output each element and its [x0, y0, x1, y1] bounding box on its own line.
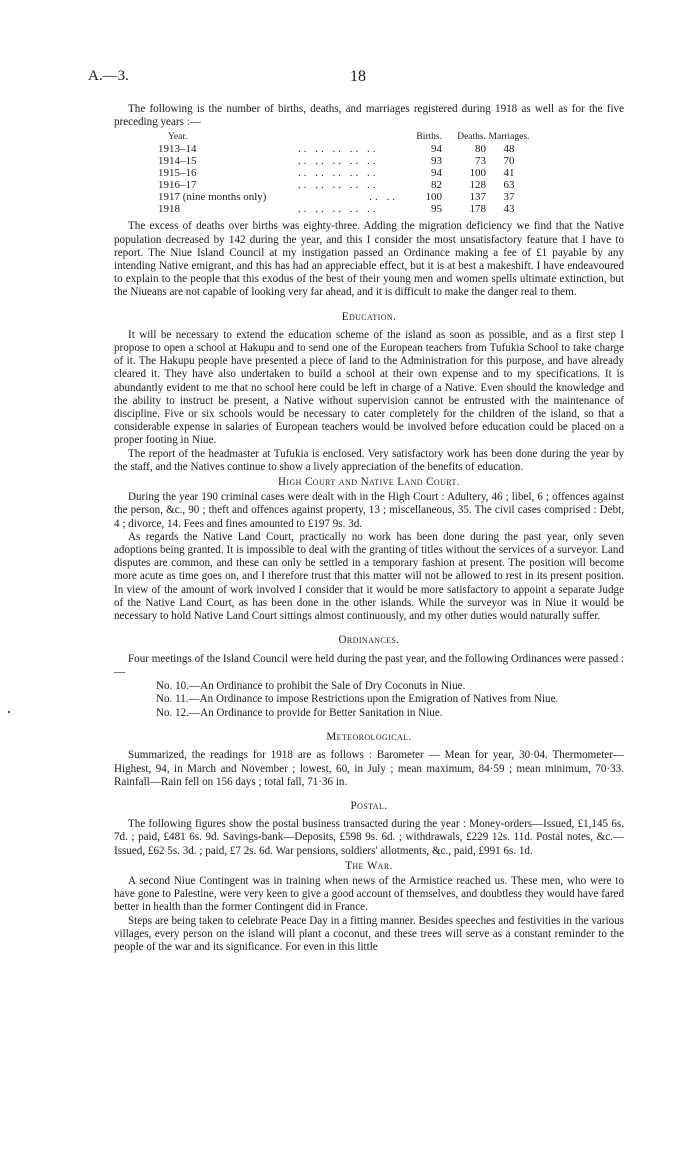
high-court-heading: High Court and Native Land Court.	[277, 476, 461, 489]
page-body	[114, 103, 624, 954]
war-paragraph: Steps are being taken to celebrate Peace Day in a fitting manner. Besides speeches and festivities in the various villages, every person on the island will plant a coconut, and these trees will serve as a constant reminder to the people of the war and its significance. For even in this little	[114, 914, 624, 953]
marriages-cell: 41	[503, 167, 515, 180]
year-cell: 1914–15	[158, 155, 197, 168]
leader-dots: .. ..	[369, 191, 398, 204]
deaths-cell: 100	[469, 167, 486, 180]
postal-paragraph: The following figures show the postal business transacted during the year : Money-orders—Issued, £1,145 6s. 7d. ; paid, £481 6s. 9d. Savings-bank—Deposits, £598 9s. 6d. ; withdrawals, £229 12s. 11d. Postal notes, &c.—Issued, £62 5s. 3d. ; paid, £7 2s. 6d. War pensions, soldiers' allotments, &c., paid, £991 6s. 1d.	[114, 818, 624, 857]
leader-dots: .. .. .. .. ..	[298, 155, 379, 168]
war-paragraph: A second Niue Contingent was in training when news of the Armistice reached us. These men, who were to have gone to Palestine, were very keen to give a good account of themselves, and doubtless they would have fared better in health than the former Contingent did in France.	[114, 874, 624, 914]
high-court-paragraph: During the year 190 criminal cases were dealt with in the High Court : Adultery, 46 ; libel, 6 ; offences against the person, &c., 90 ; theft and offences against property, 13 ; miscellaneous, 35. The civil cases comprised : Debt, 4 ; divorce, 14. Fees and fines amounted to £197 9s. 3d.	[114, 491, 624, 530]
deaths-cell: 137	[469, 191, 486, 204]
marriages-cell: 43	[503, 203, 515, 216]
births-cell: 95	[431, 203, 442, 216]
deaths-cell: 73	[475, 155, 486, 168]
births-column-header: Births.	[416, 132, 442, 143]
table-row	[158, 191, 532, 203]
leader-dots: .. .. .. .. ..	[298, 179, 379, 192]
marriages-cell: 70	[503, 155, 515, 168]
leader-dots: .. .. .. .. ..	[298, 167, 379, 180]
deaths-cell: 128	[469, 179, 486, 192]
deaths-cell: 80	[475, 143, 486, 156]
education-paragraph: The report of the headmaster at Tufukia is enclosed. Very satisfactory work has been done during the year by the staff, and the Natives continue to show a lively appreciation of the benefits of education.	[114, 447, 624, 473]
leader-dots: .. .. .. .. ..	[298, 203, 379, 216]
vital-statistics-table	[158, 131, 532, 215]
education-heading: Education.	[341, 310, 397, 323]
table-row	[158, 203, 532, 215]
spacer-column-header	[298, 131, 398, 143]
ordinances-paragraph: Four meetings of the Island Council were held during the past year, and the following Ordinances were passed :—	[114, 652, 624, 678]
year-cell: 1918	[158, 203, 180, 216]
table-row	[158, 155, 532, 167]
year-cell: 1915–16	[158, 167, 197, 180]
births-cell: 93	[431, 155, 442, 168]
document-reference: A.—3.	[88, 68, 129, 84]
year-cell: 1913–14	[158, 143, 197, 156]
table-row	[158, 179, 532, 191]
year-cell: 1916–17	[158, 179, 197, 192]
education-paragraph: It will be necessary to extend the education scheme of the island as soon as possible, and as a first step I propose to open a school at Hakupu and to send one of the European teachers from Tufukia School to take charge of it. The Hakupu people have presented a piece of land to the Administration for this purpose, and have already cleared it. They have also undertaken to build a school at their own expense and to my specifications. It is abundantly evident to me that no school here could be left in charge of a Native. Even should the knowledge and the ability to instruct be present, a Native without supervision cannot be entrusted with the maintenance of discipline. Five or six schools would be necessary to cater completely for the children of the island, so that a considerable expense in salaries of European teachers would be involved before education could be placed on a proper footing in Niue.	[114, 328, 624, 447]
year-column-header: Year.	[168, 132, 188, 143]
margin-mark	[8, 711, 10, 713]
list-item: No. 11.—An Ordinance to impose Restrictions upon the Emigration of Natives from Niue.	[156, 693, 559, 706]
marriages-cell: 63	[503, 179, 515, 192]
marriages-column-header: Marriages.	[488, 132, 530, 143]
marriages-cell: 37	[503, 191, 515, 204]
page-header	[88, 70, 634, 92]
births-cell: 94	[431, 143, 442, 156]
births-cell: 94	[431, 167, 442, 180]
table-row	[158, 167, 532, 179]
population-paragraph: The excess of deaths over births was eighty-three. Adding the migration deficiency we find that the Native population decreased by 142 during the year, and this I consider the most unsatisfactory feature that I have to report. The Niue Island Council at my instigation passed an Ordinance making a fee of £1 payable by any intending Native emigrant, and this has had an appreciable effect, but it is at best a makeshift. I have endeavoured to explain to the people that this exodus of the best of their young men and women spells ultimate extinction, but the Niueans are not capable of looking very far ahead, and it is difficult to make the danger real to them.	[114, 220, 624, 299]
year-cell: 1917 (nine months only)	[158, 191, 267, 204]
ordinances-heading: Ordinances.	[338, 634, 400, 647]
page-number: 18	[350, 68, 366, 85]
land-court-paragraph: As regards the Native Land Court, practically no work has been done during the past year, only seven adoptions being granted. It is impossible to deal with the granting of titles without the services of a surveyor. Land disputes are common, and these can only be settled in a temporary fashion at present. The position will become more acute as time goes on, and I therefore trust that this matter will not be allowed to rest in its present position. In view of the amount of work involved I consider that it would be more satisfactory to appoint a separate Judge of the Native Land Court, as has been done in the other islands. While the surveyor was in Niue it would be necessary to hold Native Land Court sittings almost continuously, and my other duties would naturally suffer.	[114, 530, 624, 623]
deaths-column-header: Deaths.	[457, 132, 486, 143]
births-cell: 100	[425, 191, 442, 204]
meteorological-heading: Meteorological.	[326, 731, 412, 744]
births-cell: 82	[431, 179, 442, 192]
war-heading: The War.	[345, 859, 393, 872]
postal-heading: Postal.	[350, 799, 388, 812]
meteorological-paragraph: Summarized, the readings for 1918 are as follows : Barometer — Mean for year, 30·04. Thermometer—Highest, 94, in March and November ; lowest, 60, in July ; mean maximum, 84·59 ; mean minimum, 70·33. Rainfall—Rain fell on 156 days ; total fall, 71·36 in.	[114, 749, 624, 788]
leader-dots: .. .. .. .. ..	[298, 143, 379, 156]
table-header-row	[158, 131, 532, 143]
table-row	[158, 143, 532, 155]
deaths-cell: 178	[469, 203, 486, 216]
vital-stats-intro: The following is the number of births, deaths, and marriages registered during 1918 as well as for the five preceding years :—	[114, 103, 624, 129]
list-item: No. 12.—An Ordinance to provide for Better Sanitation in Niue.	[156, 706, 443, 719]
list-item: No. 10.—An Ordinance to prohibit the Sale of Dry Coconuts in Niue.	[156, 679, 466, 692]
marriages-cell: 48	[503, 143, 515, 156]
ordinance-list	[156, 680, 624, 720]
